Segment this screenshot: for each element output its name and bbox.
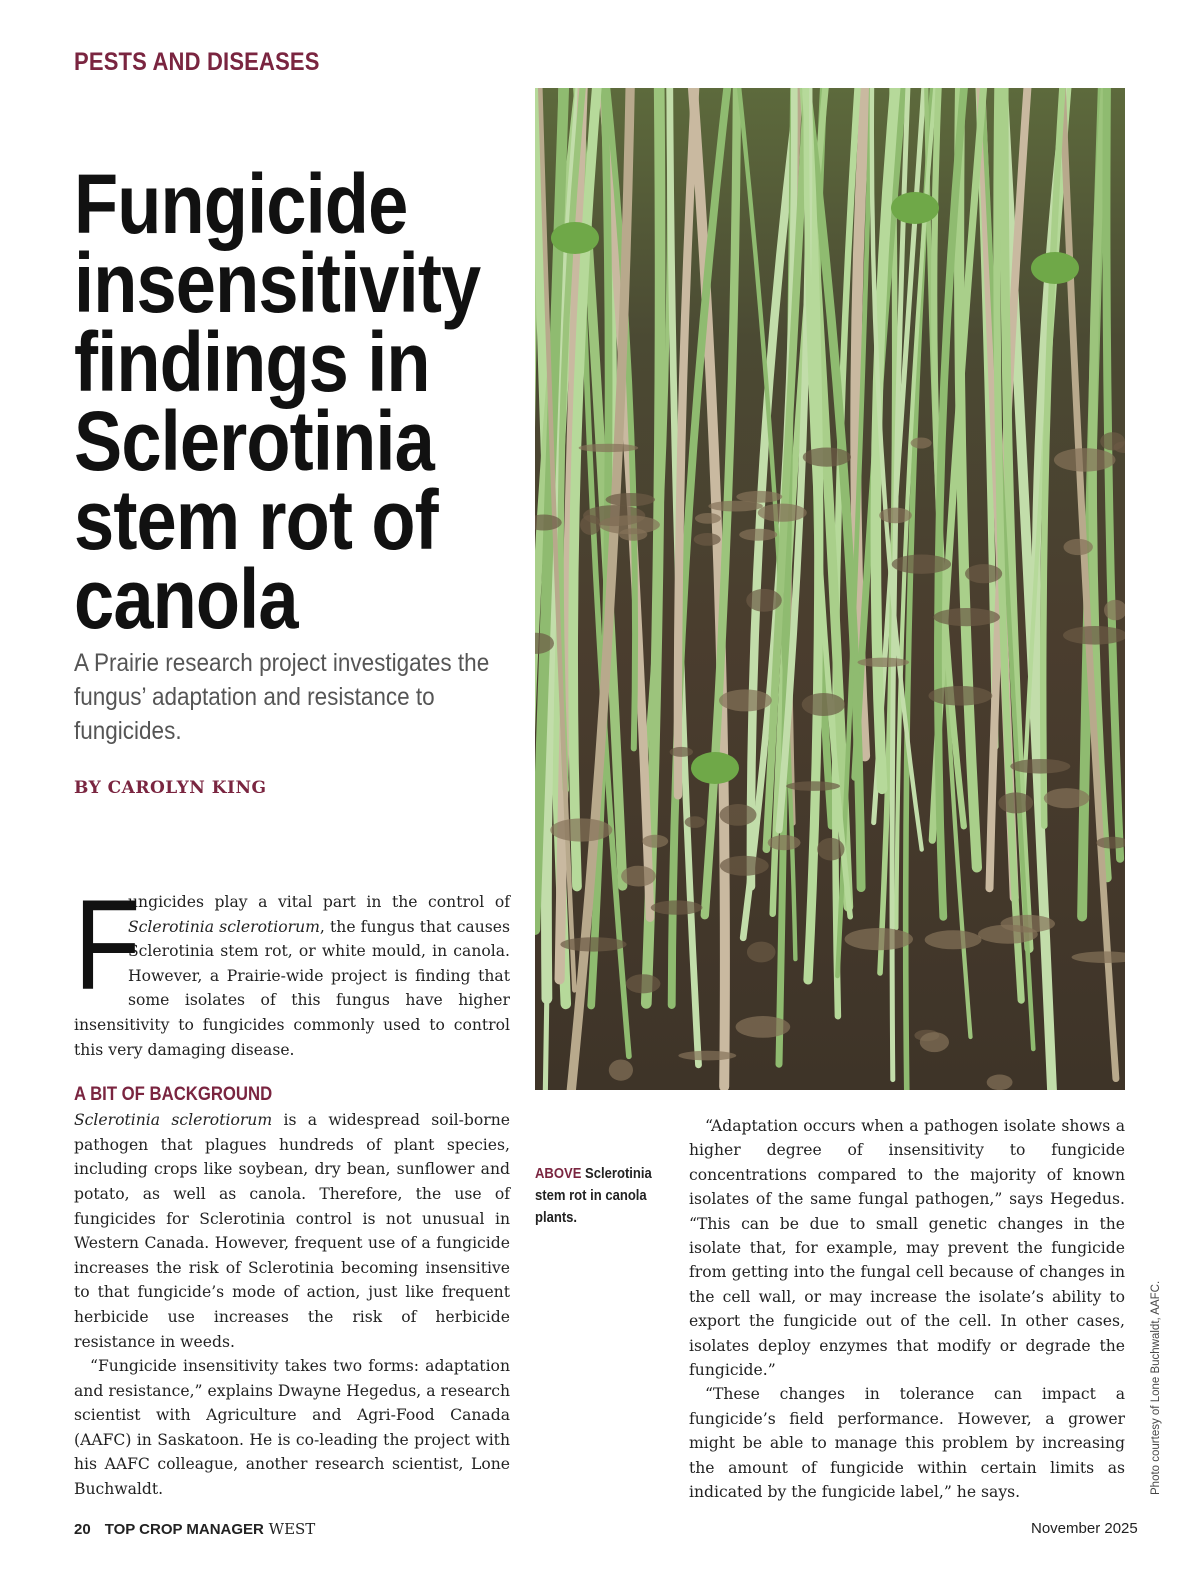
- dead-leaf: [746, 589, 782, 612]
- dead-leaf: [599, 515, 660, 534]
- dead-leaf: [786, 781, 840, 791]
- dead-leaf: [803, 448, 851, 467]
- dead-leaf: [1044, 788, 1090, 808]
- dead-leaf: [858, 658, 910, 667]
- intro-text-a: ungicides play a vital part in the control of: [128, 893, 510, 911]
- dead-leaf: [685, 816, 705, 828]
- species-name: Sclerotinia sclerotiorum: [128, 917, 320, 936]
- dead-leaf: [708, 501, 762, 512]
- magazine-edition: WEST: [263, 1520, 316, 1538]
- dead-leaf: [978, 925, 1038, 944]
- section-label: PESTS AND DISEASES: [74, 48, 320, 76]
- dead-leaf: [1064, 539, 1093, 555]
- green-leaf: [691, 752, 739, 784]
- photo-credit: Photo courtesy of Lone Buchwaldt, AAFC.: [1150, 1280, 1162, 1495]
- dead-leaf: [719, 689, 772, 711]
- dead-leaf: [642, 835, 668, 848]
- caption-text: Sclerotinia stem rot in canola plants.: [535, 1166, 652, 1226]
- dead-leaf: [739, 529, 777, 541]
- dead-leaf: [609, 1060, 633, 1081]
- article-column-2: [689, 1114, 1125, 1505]
- dead-leaf: [892, 555, 951, 574]
- dead-leaf: [911, 438, 932, 449]
- intro-paragraph: [74, 874, 511, 1062]
- background-text: is a widespread soil-borne pathogen that plagues hundreds of plant species, including crops like soybean, dry bean, sunflower and potato, as well as canola. Therefore, the use of fungicides for Sclerotinia control is not unusual in Western Canada. However, frequent use of a fungicide increases the risk of Sclerotinia becoming insensitive to that fungicide’s mode of action, just like frequent herbicide use increases the risk of herbicide resistance in weeds.: [74, 1111, 510, 1351]
- dead-leaf: [736, 1016, 791, 1038]
- quote-paragraph-3: “These changes in tolerance can impact a fungicide’s field performance. However, a grower might be able to manage this problem by increasing the amount of fungicide within certain limits as indicated by the fungicide label,” he says.: [689, 1385, 1125, 1502]
- dead-leaf: [965, 564, 1002, 583]
- magazine-name: TOP CROP MANAGER: [104, 1521, 264, 1538]
- dead-leaf: [758, 504, 807, 522]
- byline: BY CAROLYN KING: [74, 778, 267, 798]
- green-leaf: [1031, 252, 1079, 284]
- dead-leaf: [920, 1032, 949, 1052]
- dead-leaf: [1100, 432, 1125, 450]
- dead-leaf: [720, 804, 757, 826]
- caption-lead: ABOVE: [535, 1166, 582, 1182]
- dead-leaf: [747, 942, 776, 963]
- issue-date: November 2025: [1031, 1520, 1138, 1537]
- dead-leaf: [606, 493, 655, 506]
- dead-leaf: [678, 1051, 736, 1061]
- dead-leaf: [695, 513, 721, 524]
- dead-leaf: [550, 818, 612, 841]
- dead-leaf: [1063, 626, 1125, 645]
- dead-leaf: [670, 747, 693, 757]
- dead-leaf: [768, 835, 801, 850]
- dead-leaf: [925, 930, 982, 949]
- background-paragraph: [74, 1108, 510, 1354]
- footer-left: [74, 1520, 315, 1538]
- quote-paragraph-1: “Fungicide insensitivity takes two forms: adaptation and resistance,” explains Dwayne Hegedus, a research scientist with Agriculture and Agri-Food Canada (AAFC) in Saskatoon. He is co-leading the project with his AAFC colleague, another research scientist, Lone Buchwaldt.: [74, 1357, 510, 1499]
- dead-leaf: [845, 928, 913, 950]
- species-name-2: Sclerotinia sclerotiorum: [74, 1111, 273, 1130]
- subhead-background: A BIT OF BACKGROUND: [74, 1084, 273, 1106]
- dead-leaf: [720, 856, 769, 876]
- dead-leaf: [1010, 759, 1070, 774]
- article-column-1: [74, 874, 511, 1502]
- photo-caption: [535, 1163, 661, 1229]
- dead-leaf: [621, 866, 656, 887]
- dead-leaf: [694, 533, 721, 546]
- dead-leaf: [879, 508, 912, 524]
- quote-paragraph-2: “Adaptation occurs when a pathogen isolate shows a higher degree of insensitivity to fungicide concentrations compared to the majority of known isolates of the same fungal pathogen,” says Hegedus. “This can be due to small genetic changes in the isolate that, for example, may prevent the fungicide from getting into the fungal cell because of changes in the cell wall, or may increase the isolate’s ability to export the fungicide out of the cell. In other cases, isolates deploy enzymes that modify or degrade the fungicide.”: [689, 1117, 1125, 1380]
- green-leaf: [891, 192, 939, 224]
- dead-leaf: [802, 693, 845, 716]
- dead-leaf: [626, 974, 661, 993]
- canola-stems-illustration: [535, 88, 1125, 1090]
- dead-leaf: [560, 937, 626, 951]
- dead-leaf: [933, 608, 1000, 626]
- dead-leaf: [817, 838, 844, 861]
- dead-leaf: [987, 1075, 1013, 1091]
- dead-leaf: [1054, 448, 1116, 472]
- dead-leaf: [579, 444, 639, 452]
- dead-leaf: [651, 900, 703, 914]
- dead-leaf: [998, 792, 1033, 813]
- drop-cap: F: [74, 874, 141, 1017]
- canola-photo: [535, 88, 1125, 1090]
- dead-leaf: [929, 686, 993, 706]
- headline: Fungicide insensitivity findings in Sclerotinia stem rot of canola: [74, 157, 481, 646]
- deck: A Prairie research project investigates the fungus’ adaptation and resistance to fungicides.: [74, 649, 490, 745]
- green-leaf: [551, 222, 599, 254]
- intro-text-b: , the fungus that causes Sclerotinia stem rot, or white mould, in canola. However, a Prairie-wide project is finding that some isolates of this fungus have higher insensitivity to fungicides commonly used to control this very damaging disease.: [74, 917, 511, 1059]
- page-number: 20: [74, 1521, 91, 1538]
